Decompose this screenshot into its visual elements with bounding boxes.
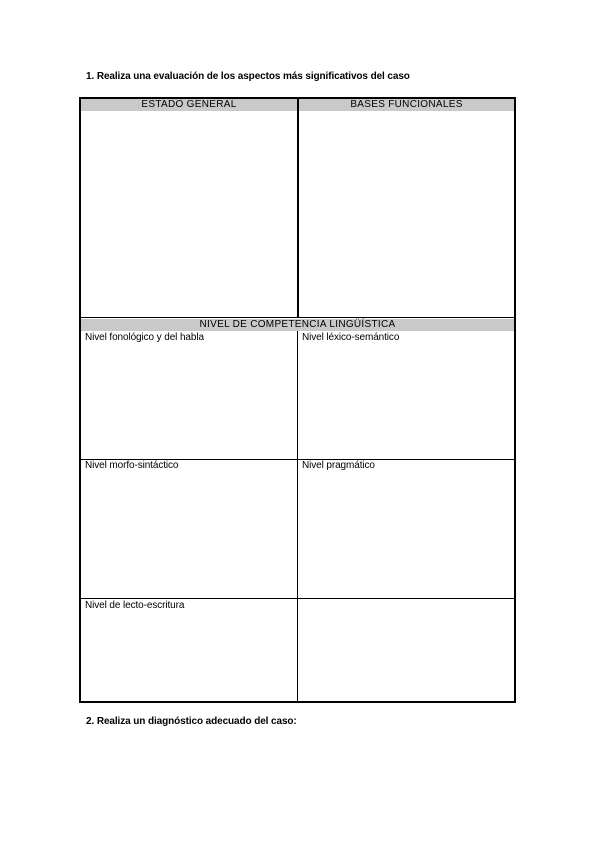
header-bases-funcionales: BASES FUNCIONALES bbox=[299, 99, 514, 111]
evaluation-table bbox=[79, 97, 516, 703]
top-section-bottom-line bbox=[81, 317, 514, 318]
cell-nivel-morfo-sintactico: Nivel morfo-sintáctico bbox=[85, 460, 179, 471]
cell-nivel-pragmatico: Nivel pragmático bbox=[302, 460, 375, 471]
question-2-heading: 2. Realiza un diagnóstico adecuado del caso: bbox=[86, 716, 297, 727]
cell-nivel-fonologico: Nivel fonológico y del habla bbox=[85, 332, 204, 343]
header-estado-general: ESTADO GENERAL bbox=[81, 99, 297, 111]
question-1-heading: 1. Realiza una evaluación de los aspectos más significativos del caso bbox=[86, 71, 410, 82]
bottom-section-divider bbox=[297, 331, 298, 701]
top-section-divider bbox=[297, 99, 299, 317]
header-competencia-linguistica: NIVEL DE COMPETENCIA LINGÜÍSTICA bbox=[81, 319, 514, 331]
row-separator-2 bbox=[81, 598, 514, 599]
cell-nivel-lexico-semantico: Nivel léxico-semántico bbox=[302, 332, 400, 343]
cell-nivel-lecto-escritura: Nivel de lecto-escritura bbox=[85, 600, 185, 611]
